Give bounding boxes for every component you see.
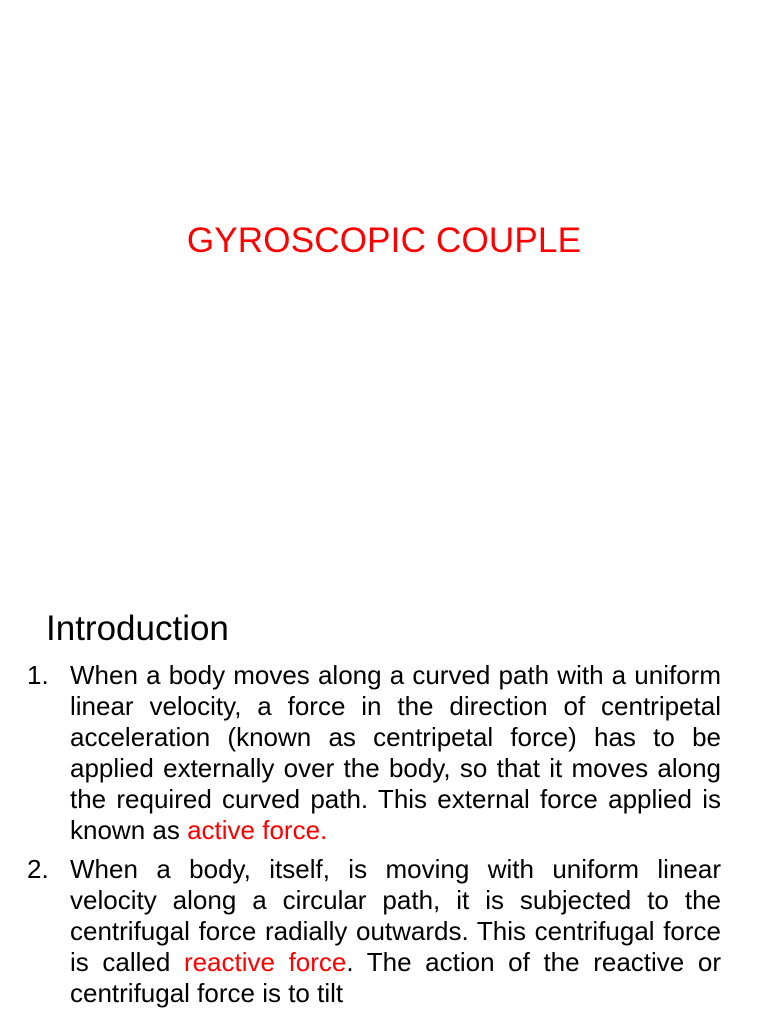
list-item-text: When a body, itself, is moving with uniform linear velocity along a circular path, it is subjected to the centrifugal force radially outwards. This centrifugal force is called	[70, 854, 721, 977]
slide-title: GYROSCOPIC COUPLE	[186, 221, 582, 260]
introduction-list	[0, 660, 768, 1017]
highlight-active-force: active force.	[187, 815, 328, 845]
list-item-number: 1.	[27, 660, 49, 690]
list-item-text: When a body moves along a curved path with a uniform linear velocity, a force in the direction of centripetal acceleration (known as centripetal force) has to be applied externally over the body, so that it moves along the required curved path. This external force applied is known as	[70, 660, 721, 845]
list-item-number: 2.	[27, 854, 49, 884]
section-heading-introduction: Introduction	[46, 609, 229, 648]
highlight-reactive-force: reactive force	[183, 947, 347, 977]
list-item-2	[0, 854, 768, 1009]
list-item-1	[0, 660, 768, 846]
list-item-text-continued: . The action of the reactive or centrifugal force is to tilt	[70, 947, 721, 1008]
